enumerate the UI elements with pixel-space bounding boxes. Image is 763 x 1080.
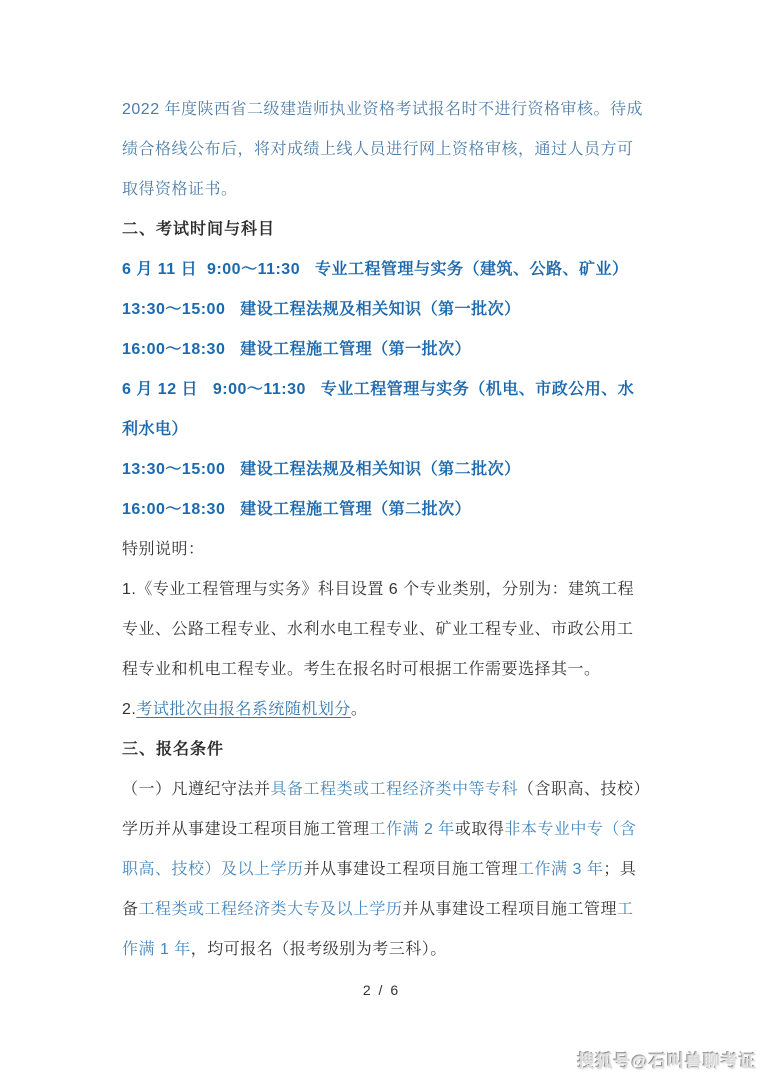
- text-run: 专业、公路工程专业、水利水电工程专业、矿业工程专业、市政公用工: [122, 621, 634, 638]
- watermark-sohu: 搜狐号@石叫兽聊考证: [577, 1052, 757, 1071]
- schedule-jun11-morning: [122, 250, 654, 290]
- text-run: 工程类或工程经济类大专及以上学历: [138, 901, 403, 918]
- text-run: 作满 1 年: [122, 941, 191, 958]
- page-number: 2 / 6: [362, 982, 401, 998]
- text-run: 备: [122, 901, 139, 918]
- text-run: 2022 年度陕西省二级建造师执业资格考试报名时不进行资格审核。待成: [122, 101, 644, 118]
- condition-line-1: [122, 770, 654, 810]
- text-run: 6 月 12 日 9:00～11:30 专业工程管理与实务（机电、市政公用、水: [122, 381, 635, 398]
- text-run: 二、考试时间与科目: [122, 221, 276, 238]
- text-run: ；具: [603, 861, 637, 878]
- text-run: 取得资格证书。: [122, 181, 238, 198]
- note1-line-1: [122, 570, 654, 610]
- text-run: 学历并从事建设工程项目施工管理: [122, 821, 370, 838]
- text-run: 工作满 2 年: [369, 821, 455, 838]
- text-run: 1.《专业工程管理与实务》科目设置 6 个专业类别，分别为：建筑工程: [122, 581, 635, 598]
- heading-exam-time-subjects: [122, 210, 654, 250]
- schedule-jun12-morning-wrap: [122, 410, 654, 450]
- text-run: 16:00～18:30 建设工程施工管理（第二批次）: [122, 501, 472, 518]
- text-run: 三、报名条件: [122, 741, 225, 758]
- text-run: 程专业和机电工程专业。考生在报名时可根据工作需要选择其一。: [122, 661, 601, 678]
- text-run: 工作满 3 年: [518, 861, 604, 878]
- schedule-batch1-management: [122, 330, 654, 370]
- text-run: 并从事建设工程项目施工管理: [402, 901, 618, 918]
- condition-line-5: [122, 930, 654, 970]
- text-run: 13:30～15:00 建设工程法规及相关知识（第一批次）: [122, 301, 521, 318]
- special-note-label: [122, 530, 654, 570]
- link-exam-batch-random[interactable]: 考试批次由报名系统随机划分: [136, 701, 351, 718]
- text-run: 职高、技校）及以上学历: [122, 861, 304, 878]
- condition-line-2: [122, 810, 654, 850]
- note2-exam-batch: [122, 690, 654, 730]
- intro-line-2: [122, 130, 654, 170]
- schedule-batch2-management: [122, 490, 654, 530]
- text-run: ，均可报名（报考级别为考三科）。: [190, 941, 447, 958]
- condition-line-3: [122, 850, 654, 890]
- note1-line-3: [122, 650, 654, 690]
- text-run: 利水电）: [122, 421, 189, 438]
- intro-line-3: [122, 170, 654, 210]
- text-run: 2.: [122, 701, 137, 718]
- text-run: 工: [617, 901, 634, 918]
- heading-registration-conditions: [122, 730, 654, 770]
- note1-line-2: [122, 610, 654, 650]
- condition-line-4: [122, 890, 654, 930]
- text-run: 具备工程类或工程经济类中等专科: [270, 781, 519, 798]
- text-run: 非本专业中专（含: [504, 821, 637, 838]
- text-run: 并从事建设工程项目施工管理: [303, 861, 519, 878]
- text-run: 或取得: [454, 821, 505, 838]
- text-run: 特别说明：: [122, 541, 205, 558]
- text-run: （一）凡遵纪守法并: [122, 781, 271, 798]
- text-run: 绩合格线公布后，将对成绩上线人员进行网上资格审核，通过人员方可: [122, 141, 634, 158]
- text-run: 。: [350, 701, 368, 718]
- intro-line-1: [122, 90, 654, 130]
- text-run: 13:30～15:00 建设工程法规及相关知识（第二批次）: [122, 461, 521, 478]
- document-body: [122, 90, 654, 970]
- schedule-batch1-law: [122, 290, 654, 330]
- text-run: （含职高、技校）: [518, 781, 651, 798]
- text-run: 6 月 11 日 9:00～11:30 专业工程管理与实务（建筑、公路、矿业）: [122, 261, 629, 278]
- schedule-jun12-morning: [122, 370, 654, 410]
- schedule-batch2-law: [122, 450, 654, 490]
- text-run: 16:00～18:30 建设工程施工管理（第一批次）: [122, 341, 472, 358]
